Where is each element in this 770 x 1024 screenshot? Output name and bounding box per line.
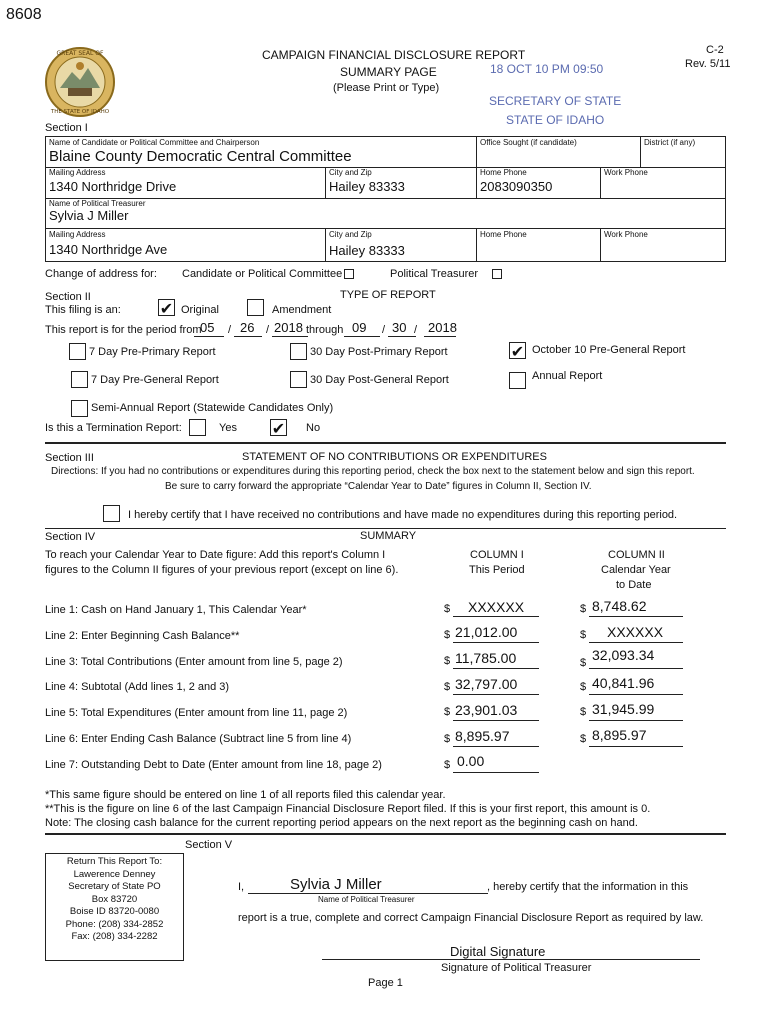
column-1-title: COLUMN I	[470, 549, 524, 561]
semi-annual-label: Semi-Annual Report (Statewide Candidates Only)	[91, 402, 334, 414]
line-3-column-2-field[interactable]: 32,093.34	[592, 647, 655, 663]
filing-type-label: This filing is an:	[45, 304, 121, 316]
line-1-column-2-field[interactable]: 8,748.62	[592, 598, 647, 614]
period-from-month[interactable]: 05	[200, 320, 215, 335]
report-subtitle: SUMMARY PAGE	[340, 65, 437, 79]
candidate-name-label: Name of Candidate or Political Committee and Chairperson	[49, 138, 260, 147]
document-id: 8608	[6, 6, 42, 23]
seal-top-text: GREAT SEAL OF	[56, 50, 104, 57]
through-label: through	[306, 324, 344, 336]
termination-yes-checkbox[interactable]	[189, 419, 206, 436]
section-4-title: SUMMARY	[360, 530, 417, 542]
checkmark-icon: ✔	[510, 342, 525, 361]
summary-line-3-label: Line 3: Total Contributions (Enter amount from line 5, page 2)	[45, 656, 343, 668]
return-line: Fax: (208) 334-2282	[71, 931, 158, 942]
treasurer-mailing-field[interactable]: 1340 Northridge Ave	[49, 242, 168, 257]
change-treasurer-label: Political Treasurer	[390, 268, 479, 280]
line-3-column-1-field[interactable]: 11,785.00	[455, 650, 517, 666]
work-phone-label: Work Phone	[604, 168, 648, 177]
footnote-2: **This is the figure on line 6 of the last Campaign Financial Disclosure Report filed. If this is your first report, this amount is 0.	[45, 803, 651, 815]
period-slash: /	[228, 324, 232, 336]
certify-i-label: I,	[238, 881, 245, 893]
october-10-pre-general-checkbox[interactable]	[509, 342, 526, 359]
footnote-1: *This same figure should be entered on line 1 of all reports filed this calendar year.	[45, 789, 446, 801]
checkmark-icon: ✔	[159, 299, 174, 318]
annual-report-checkbox[interactable]	[509, 372, 526, 389]
divider	[45, 833, 726, 835]
original-label: Original	[181, 304, 219, 316]
form-revision: Rev. 5/11	[685, 58, 731, 70]
return-line: Lawerence Denney	[73, 868, 156, 880]
column-2-title: COLUMN II	[608, 549, 665, 561]
city-zip-label: City and Zip	[329, 168, 372, 177]
30-day-post-general-label: 30 Day Post-General Report	[310, 374, 449, 386]
return-line: Phone: (208) 334-2852	[65, 918, 164, 930]
currency-sign: $	[444, 706, 451, 718]
october-10-pre-general-label: October 10 Pre-General Report	[532, 344, 686, 356]
line-4-column-2-field[interactable]: 40,841.96	[592, 675, 655, 691]
candidate-name-field[interactable]: Blaine County Democratic Central Committee	[49, 148, 352, 165]
period-from-year[interactable]: 2018	[274, 320, 303, 335]
summary-line-2-label: Line 2: Enter Beginning Cash Balance**	[45, 630, 240, 642]
mailing-address-label: Mailing Address	[49, 168, 106, 177]
column-2-subtitle-2: to Date	[616, 579, 652, 591]
currency-sign: $	[444, 655, 451, 667]
termination-no-checkbox[interactable]	[270, 419, 287, 436]
checkmark-icon: ✔	[271, 419, 286, 438]
change-of-address-label: Change of address for:	[45, 268, 157, 280]
section-3-heading: Section III	[45, 452, 94, 464]
period-to-day[interactable]: 30	[392, 320, 407, 335]
summary-line-5-label: Line 5: Total Expenditures (Enter amount from line 11, page 2)	[45, 707, 348, 719]
no-activity-statement: I hereby certify that I have received no contributions and have made no expenditures during this reporting period.	[128, 509, 678, 521]
page-number: Page 1	[368, 977, 403, 989]
termination-yes-label: Yes	[219, 422, 237, 434]
treasurer-work-phone-label: Work Phone	[604, 230, 648, 239]
currency-sign: $	[444, 681, 451, 693]
currency-sign: $	[580, 629, 587, 641]
currency-sign: $	[580, 681, 587, 693]
7-day-pre-general-checkbox[interactable]	[71, 371, 88, 388]
line-2-column-2-field[interactable]: XXXXXX	[607, 624, 664, 640]
name-of-treasurer-caption: Name of Political Treasurer	[318, 895, 415, 904]
footnote-3: Note: The closing cash balance for the current reporting period appears on the next report as the beginning cash on hand.	[45, 817, 638, 829]
termination-label: Is this a Termination Report:	[45, 422, 182, 434]
return-line: Secretary of State PO	[68, 881, 161, 892]
line-2-column-1-field[interactable]: 21,012.00	[455, 624, 518, 640]
summary-line-4-label: Line 4: Subtotal (Add lines 1, 2 and 3)	[45, 681, 230, 693]
signature-caption: Signature of Political Treasurer	[441, 962, 592, 974]
termination-no-label: No	[306, 422, 321, 434]
section-3-title: STATEMENT OF NO CONTRIBUTIONS OR EXPENDITURES	[242, 451, 547, 463]
line-1-column-1-field[interactable]: XXXXXX	[468, 599, 525, 615]
treasurer-city-label: City and Zip	[329, 230, 372, 239]
period-to-year[interactable]: 2018	[428, 320, 457, 335]
state-seal	[44, 46, 116, 118]
return-line: Return This Report To:	[66, 856, 163, 867]
section-2-heading: Section II	[45, 291, 91, 303]
received-stamp-line2: STATE OF IDAHO	[506, 113, 605, 127]
treasurer-name-label: Name of Political Treasurer	[49, 199, 146, 208]
7-day-pre-primary-checkbox[interactable]	[69, 343, 86, 360]
amendment-label: Amendment	[272, 304, 332, 316]
mailing-address-field[interactable]: 1340 Northridge Drive	[49, 179, 177, 194]
district-label: District (if any)	[644, 138, 696, 147]
currency-sign: $	[580, 733, 587, 745]
treasurer-home-phone-label: Home Phone	[480, 230, 527, 239]
30-day-post-general-checkbox[interactable]	[290, 371, 307, 388]
currency-sign: $	[444, 733, 451, 745]
divider	[45, 528, 726, 529]
certify-statement-tail: , hereby certify that the information in this	[487, 881, 689, 893]
period-slash: /	[414, 324, 418, 336]
treasurer-signer-field[interactable]: Sylvia J Miller	[290, 876, 382, 893]
section-4-heading: Section IV	[45, 531, 96, 543]
semi-annual-checkbox[interactable]	[71, 400, 88, 417]
column-2-subtitle-1: Calendar Year	[601, 564, 671, 576]
digital-signature-field[interactable]: Digital Signature	[450, 944, 546, 959]
line-5-column-1-field[interactable]: 23,901.03	[455, 702, 518, 718]
7-day-pre-primary-label: 7 Day Pre-Primary Report	[89, 346, 216, 358]
summary-intro-2: figures to the Column II figures of your previous report (except on line 6).	[45, 564, 399, 576]
period-label: This report is for the period from	[45, 324, 202, 336]
city-zip-field[interactable]: Hailey 83333	[329, 179, 405, 194]
home-phone-label: Home Phone	[480, 168, 527, 177]
report-title: CAMPAIGN FINANCIAL DISCLOSURE REPORT	[262, 48, 526, 62]
no-activity-checkbox[interactable]	[103, 505, 120, 522]
30-day-post-primary-label: 30 Day Post-Primary Report	[310, 346, 448, 358]
treasurer-name-field[interactable]: Sylvia J Miller	[49, 208, 129, 223]
section-1-heading: Section I	[45, 122, 88, 134]
period-slash: /	[266, 324, 270, 336]
return-address-box	[45, 853, 184, 961]
treasurer-city-field[interactable]: Hailey 83333	[329, 243, 405, 258]
currency-sign: $	[580, 657, 587, 669]
seal-bottom-text: THE STATE OF IDAHO	[50, 109, 110, 115]
currency-sign: $	[580, 603, 587, 615]
currency-sign: $	[444, 759, 451, 771]
currency-sign: $	[444, 603, 451, 615]
return-line: Boise ID 83720-0080	[69, 906, 160, 917]
line-4-column-1-field[interactable]: 32,797.00	[455, 676, 518, 692]
certify-statement-line-2: report is a true, complete and correct Campaign Financial Disclosure Report as required by law.	[238, 912, 704, 924]
section-5-heading: Section V	[185, 839, 233, 851]
print-note: (Please Print or Type)	[333, 82, 440, 94]
original-checkbox[interactable]	[158, 299, 175, 316]
7-day-pre-general-label: 7 Day Pre-General Report	[91, 374, 219, 386]
change-candidate-label: Candidate or Political Committee	[182, 268, 343, 280]
annual-report-label: Annual Report	[532, 370, 603, 382]
return-line: Box 83720	[91, 893, 138, 905]
summary-line-1-label: Line 1: Cash on Hand January 1, This Calendar Year*	[45, 604, 307, 616]
treasurer-mailing-label: Mailing Address	[49, 230, 106, 239]
form-code: C-2	[706, 44, 724, 56]
received-stamp-line1: SECRETARY OF STATE	[489, 94, 622, 108]
line-6-column-1-field[interactable]: 8,895.97	[455, 728, 510, 744]
period-to-month[interactable]: 09	[352, 320, 367, 335]
summary-intro-1: To reach your Calendar Year to Date figure: Add this report's Column I	[45, 549, 386, 561]
30-day-post-primary-checkbox[interactable]	[290, 343, 307, 360]
currency-sign: $	[580, 706, 587, 718]
summary-line-7-label: Line 7: Outstanding Debt to Date (Enter amount from line 18, page 2)	[45, 759, 382, 771]
period-from-day[interactable]: 26	[240, 320, 255, 335]
type-of-report-heading: TYPE OF REPORT	[340, 289, 436, 301]
change-candidate-checkbox[interactable]	[344, 269, 354, 279]
period-slash: /	[382, 324, 386, 336]
column-1-subtitle: This Period	[469, 564, 525, 576]
section-3-directions: Directions: If you had no contributions or expenditures during this reporting period, check the box next to the statement below and sign this report.	[51, 466, 695, 477]
change-treasurer-checkbox[interactable]	[492, 269, 502, 279]
line-7-column-1-field[interactable]: 0.00	[457, 753, 485, 769]
currency-sign: $	[444, 629, 451, 641]
section-3-directions-2: Be sure to carry forward the appropriate “Calendar Year to Date” figures in Column II, Section IV.	[165, 481, 592, 492]
summary-line-6-label: Line 6: Enter Ending Cash Balance (Subtract line 5 from line 4)	[45, 733, 352, 745]
line-6-column-2-field[interactable]: 8,895.97	[592, 727, 647, 743]
divider	[45, 442, 726, 444]
office-sought-label: Office Sought (if candidate)	[480, 138, 577, 147]
received-stamp-datetime: 18 OCT 10 PM 09:50	[490, 62, 604, 76]
home-phone-field[interactable]: 2083090350	[480, 179, 553, 194]
line-5-column-2-field[interactable]: 31,945.99	[592, 701, 655, 717]
amendment-checkbox[interactable]	[247, 299, 264, 316]
